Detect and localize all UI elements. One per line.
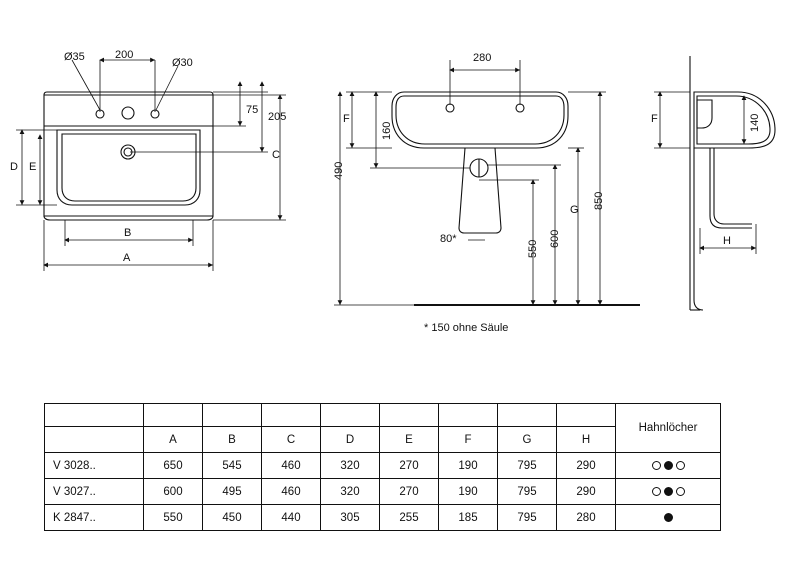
tap-holes-cell xyxy=(616,505,721,531)
tap-hole-group xyxy=(620,461,716,470)
value-a: 650 xyxy=(144,453,203,479)
column-header-f: F xyxy=(439,427,498,453)
value-f: 190 xyxy=(439,453,498,479)
label-letter-b: B xyxy=(124,227,132,239)
label-dim-205: 205 xyxy=(268,111,287,123)
value-a: 550 xyxy=(144,505,203,531)
value-e: 255 xyxy=(380,505,439,531)
tap-holes-cell xyxy=(616,453,721,479)
label-dim-160: 160 xyxy=(381,121,393,140)
value-b: 545 xyxy=(203,453,262,479)
label-letter-h: H xyxy=(723,235,731,247)
column-header-h: H xyxy=(557,427,616,453)
model-name: V 3028.. xyxy=(45,453,144,479)
value-h: 290 xyxy=(557,453,616,479)
tap-hole-filled-icon xyxy=(664,461,673,470)
cell-blank-e xyxy=(380,404,439,427)
tap-hole-filled-icon xyxy=(664,487,673,496)
table-row xyxy=(45,505,721,531)
column-header-d: D xyxy=(321,427,380,453)
value-a: 600 xyxy=(144,479,203,505)
value-d: 320 xyxy=(321,453,380,479)
tap-hole-group xyxy=(620,513,716,522)
label-letter-a: A xyxy=(123,252,131,264)
side-view-geometry xyxy=(690,56,775,310)
value-b: 450 xyxy=(203,505,262,531)
value-e: 270 xyxy=(380,453,439,479)
cell-blank-corner xyxy=(45,404,144,427)
value-d: 305 xyxy=(321,505,380,531)
cell-blank-a xyxy=(144,404,203,427)
value-h: 290 xyxy=(557,479,616,505)
label-letter-f-side: F xyxy=(651,113,658,125)
label-letter-c: C xyxy=(272,149,280,161)
header-hahnloecher: Hahnlöcher xyxy=(616,404,721,453)
value-h: 280 xyxy=(557,505,616,531)
dimensions-table xyxy=(44,403,721,531)
tap-hole-outline-icon xyxy=(676,487,685,496)
label-dim-280: 280 xyxy=(473,52,492,64)
tap-hole-filled-icon xyxy=(664,513,673,522)
label-dim-200: 200 xyxy=(115,49,134,61)
value-c: 440 xyxy=(262,505,321,531)
value-g: 795 xyxy=(498,453,557,479)
label-diameter-35: Ø35 xyxy=(64,51,85,63)
label-dim-600: 600 xyxy=(549,229,561,248)
label-diameter-30: Ø30 xyxy=(172,57,193,69)
side-view-leaders xyxy=(654,92,756,254)
value-c: 460 xyxy=(262,453,321,479)
value-d: 320 xyxy=(321,479,380,505)
column-header-a: A xyxy=(144,427,203,453)
model-name: V 3027.. xyxy=(45,479,144,505)
cell-blank-g xyxy=(498,404,557,427)
top-view-geometry xyxy=(44,92,213,220)
tap-hole-outline-icon xyxy=(652,487,661,496)
label-angle-80: 80* xyxy=(440,233,457,245)
value-g: 795 xyxy=(498,505,557,531)
value-f: 185 xyxy=(439,505,498,531)
table-row-header-top xyxy=(45,404,721,427)
column-header-c: C xyxy=(262,427,321,453)
value-f: 190 xyxy=(439,479,498,505)
cell-blank-b xyxy=(203,404,262,427)
cell-blank-c xyxy=(262,404,321,427)
tap-hole-outline-icon xyxy=(676,461,685,470)
column-header-e: E xyxy=(380,427,439,453)
value-c: 460 xyxy=(262,479,321,505)
label-dim-550: 550 xyxy=(527,239,539,258)
column-header-b: B xyxy=(203,427,262,453)
value-e: 270 xyxy=(380,479,439,505)
label-letter-g: G xyxy=(570,204,579,216)
value-b: 495 xyxy=(203,479,262,505)
cell-blank-model xyxy=(45,427,144,453)
label-dim-140: 140 xyxy=(749,113,761,132)
label-dim-75: 75 xyxy=(246,104,259,116)
cell-blank-d xyxy=(321,404,380,427)
label-letter-e: E xyxy=(29,161,37,173)
cell-blank-f xyxy=(439,404,498,427)
table-row xyxy=(45,479,721,505)
value-g: 795 xyxy=(498,479,557,505)
tap-holes-cell xyxy=(616,479,721,505)
tap-hole-outline-icon xyxy=(652,461,661,470)
footnote-ohne-saeule: * 150 ohne Säule xyxy=(424,322,509,334)
tap-hole-group xyxy=(620,487,716,496)
cell-blank-h xyxy=(557,404,616,427)
column-header-g: G xyxy=(498,427,557,453)
label-letter-f: F xyxy=(343,113,350,125)
table-row xyxy=(45,453,721,479)
table-body xyxy=(45,404,721,531)
label-dim-490: 490 xyxy=(333,161,345,180)
model-name: K 2847.. xyxy=(45,505,144,531)
label-dim-850: 850 xyxy=(593,191,605,210)
label-letter-d: D xyxy=(10,161,18,173)
